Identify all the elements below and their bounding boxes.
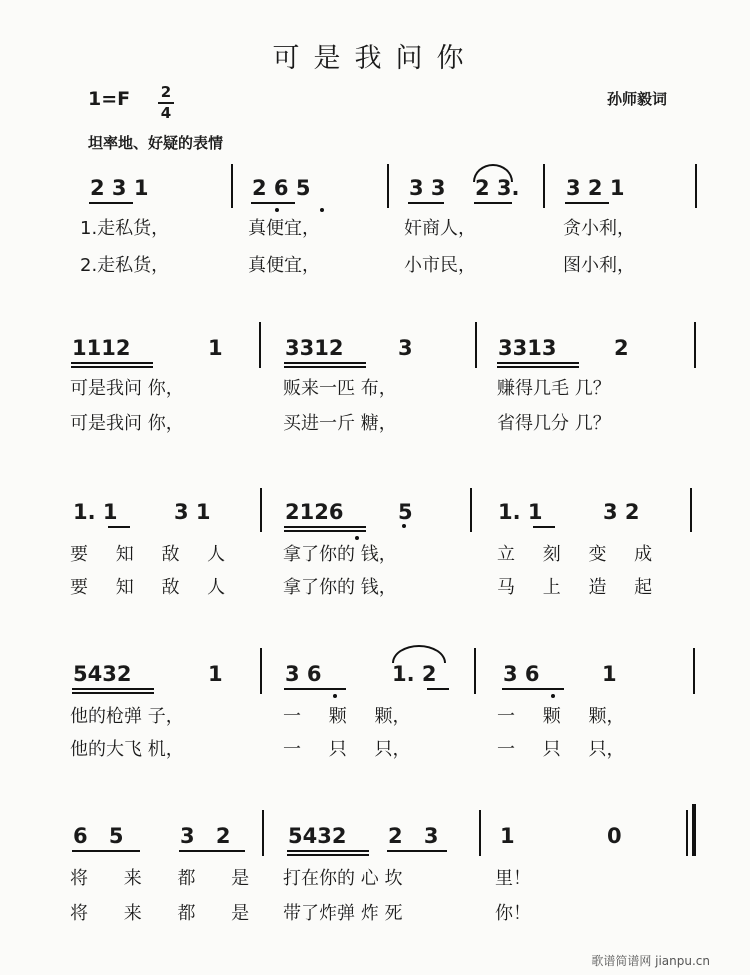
notes: 2 3. bbox=[475, 176, 520, 200]
lyricist-credit: 孙师毅词 bbox=[607, 90, 668, 108]
lyric-verse2: 一 只 只， bbox=[283, 739, 411, 760]
notes: 6 5 bbox=[73, 824, 124, 848]
lyric-verse2: 拿了你的 钱， bbox=[283, 577, 397, 598]
barline bbox=[695, 164, 697, 208]
tempo-marking: 坦率地、好疑的表情 bbox=[88, 134, 224, 152]
notes: 2 3 bbox=[388, 824, 439, 848]
notes: 1. 1 bbox=[498, 500, 543, 524]
lyric-verse2: 省得几分 几？ bbox=[497, 413, 611, 434]
underline-beam bbox=[427, 688, 449, 690]
underline-beam bbox=[72, 688, 154, 690]
low-octave-dot bbox=[402, 524, 406, 528]
time-signature bbox=[158, 84, 174, 122]
barline bbox=[387, 164, 389, 208]
notes: 3313 bbox=[498, 336, 557, 360]
underline-beam bbox=[287, 850, 369, 852]
underline-beam-2 bbox=[284, 366, 366, 368]
barline bbox=[231, 164, 233, 208]
lyric-verse1: 拿了你的 钱， bbox=[283, 544, 397, 565]
notes: 0 bbox=[607, 824, 622, 848]
underline-beam bbox=[284, 526, 366, 528]
lyric-verse2: 图小利， bbox=[563, 255, 635, 276]
lyric-verse2: 2.走私货， bbox=[80, 255, 170, 276]
barline bbox=[543, 164, 545, 208]
notes: 2 bbox=[614, 336, 629, 360]
notes: 3 bbox=[398, 336, 413, 360]
underline-beam bbox=[284, 688, 346, 690]
underline-beam bbox=[387, 850, 447, 852]
barline bbox=[470, 488, 472, 532]
lyric-verse2: 要 知 敌 人 bbox=[70, 577, 226, 598]
lyric-verse2: 将 来 都 是 bbox=[70, 903, 250, 924]
lyric-verse1: 可是我问 你， bbox=[70, 378, 184, 399]
lyric-verse1: 贩来一匹 布， bbox=[283, 378, 397, 399]
lyric-verse1: 他的枪弹 子， bbox=[70, 706, 184, 727]
notes: 1 bbox=[602, 662, 617, 686]
underline-beam bbox=[408, 202, 444, 204]
notes: 1. 2 bbox=[392, 662, 437, 686]
lyric-verse1: 赚得几毛 几？ bbox=[497, 378, 611, 399]
lyric-verse2: 马 上 造 起 bbox=[497, 577, 653, 598]
low-octave-dot bbox=[551, 694, 555, 698]
final-barline-thin bbox=[686, 810, 688, 856]
underline-beam bbox=[179, 850, 245, 852]
key-signature: 1=F bbox=[88, 88, 131, 110]
lyric-verse2: 一 只 只， bbox=[497, 739, 625, 760]
notes: 2126 bbox=[285, 500, 344, 524]
barline bbox=[475, 322, 477, 368]
notes: 3 2 bbox=[180, 824, 231, 848]
song-title: 可是我问你 bbox=[272, 43, 478, 74]
notes: 3 2 1 bbox=[566, 176, 625, 200]
notes: 1 bbox=[208, 662, 223, 686]
underline-beam bbox=[108, 526, 130, 528]
barline bbox=[474, 648, 476, 694]
barline bbox=[260, 648, 262, 694]
underline-beam-2 bbox=[497, 366, 579, 368]
low-octave-dot bbox=[333, 694, 337, 698]
notes: 3 1 bbox=[174, 500, 211, 524]
watermark: 歌谱简谱网 jianpu.cn bbox=[591, 954, 710, 968]
underline-beam bbox=[251, 202, 295, 204]
lyric-verse1: 打在你的 心 坎 bbox=[283, 868, 403, 889]
underline-beam bbox=[497, 362, 579, 364]
underline-beam-2 bbox=[287, 854, 369, 856]
notes: 3 6 bbox=[503, 662, 540, 686]
underline-beam-2 bbox=[284, 530, 366, 532]
lyric-verse1: 奸商人， bbox=[404, 218, 476, 239]
notes: 5 bbox=[398, 500, 413, 524]
barline bbox=[693, 648, 695, 694]
notes: 3 2 bbox=[603, 500, 640, 524]
lyric-verse1: 真便宜， bbox=[248, 218, 320, 239]
lyric-verse2: 小市民， bbox=[404, 255, 476, 276]
notes: 1 bbox=[208, 336, 223, 360]
lyric-verse1: 1.走私货， bbox=[80, 218, 170, 239]
underline-beam bbox=[533, 526, 555, 528]
lyric-verse2: 他的大飞 机， bbox=[70, 739, 184, 760]
notes: 1. 1 bbox=[73, 500, 118, 524]
underline-beam-2 bbox=[71, 366, 153, 368]
barline bbox=[479, 810, 481, 856]
notes: 3312 bbox=[285, 336, 344, 360]
time-signature-top: 2 bbox=[160, 83, 172, 101]
barline bbox=[262, 810, 264, 856]
low-octave-dot bbox=[355, 536, 359, 540]
underline-beam bbox=[565, 202, 609, 204]
underline-beam bbox=[284, 362, 366, 364]
barline bbox=[260, 488, 262, 532]
lyric-verse1: 立 刻 变 成 bbox=[497, 544, 653, 565]
lyric-verse2: 真便宜， bbox=[248, 255, 320, 276]
notes: 2 3 1 bbox=[90, 176, 149, 200]
underline-beam bbox=[474, 202, 512, 204]
underline-beam-2 bbox=[72, 692, 154, 694]
underline-beam bbox=[502, 688, 564, 690]
lyric-verse2: 买进一斤 糖， bbox=[283, 413, 397, 434]
lyric-verse1: 里！ bbox=[495, 868, 531, 889]
barline bbox=[259, 322, 261, 368]
lyric-verse1: 要 知 敌 人 bbox=[70, 544, 226, 565]
lyric-verse1: 一 颗 颗， bbox=[497, 706, 625, 727]
notes: 3 3 bbox=[409, 176, 446, 200]
notes: 3 6 bbox=[285, 662, 322, 686]
slur bbox=[392, 645, 446, 663]
notes: 5432 bbox=[73, 662, 132, 686]
low-octave-dot bbox=[320, 208, 324, 212]
underline-beam bbox=[89, 202, 133, 204]
notes: 5432 bbox=[288, 824, 347, 848]
underline-beam bbox=[71, 362, 153, 364]
barline bbox=[694, 322, 696, 368]
lyric-verse2: 带了炸弹 炸 死 bbox=[283, 903, 403, 924]
lyric-verse1: 将 来 都 是 bbox=[70, 868, 250, 889]
final-barline-thick bbox=[692, 804, 696, 856]
underline-beam bbox=[72, 850, 140, 852]
low-octave-dot bbox=[275, 208, 279, 212]
time-signature-bottom: 4 bbox=[160, 104, 172, 122]
notes: 1112 bbox=[72, 336, 131, 360]
lyric-verse2: 可是我问 你， bbox=[70, 413, 184, 434]
lyric-verse1: 贪小利， bbox=[563, 218, 635, 239]
lyric-verse2: 你！ bbox=[495, 903, 531, 924]
notes: 1 bbox=[500, 824, 515, 848]
lyric-verse1: 一 颗 颗， bbox=[283, 706, 411, 727]
notes: 2 6 5 bbox=[252, 176, 311, 200]
barline bbox=[690, 488, 692, 532]
